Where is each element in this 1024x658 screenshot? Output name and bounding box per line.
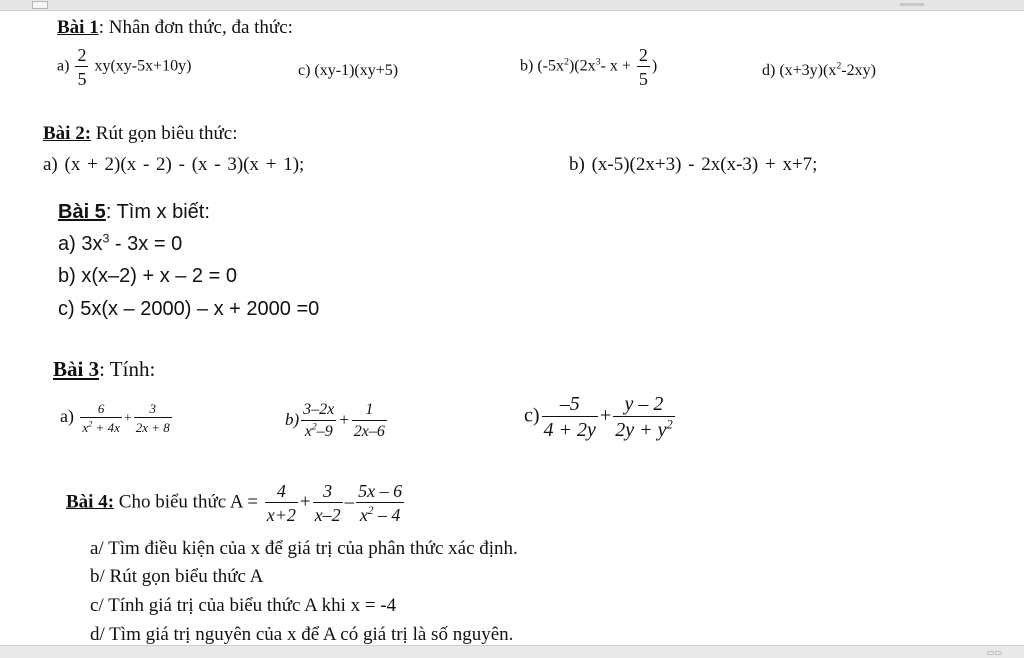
bai1-a-expr: xy(xy-5x+10y)	[94, 57, 192, 75]
bai4-title: Cho biểu thức A =	[114, 491, 259, 513]
fraction: $\frac{3}{2x + 8}$	[135, 401, 170, 435]
bai3-c: c) $\frac{-5}{4 + 2y}$ + $\frac{y - 2}{2y + y^2}$	[524, 393, 673, 441]
bai4-q3: c/ Tính giá trị của biểu thức A khi x = -4	[90, 595, 397, 616]
bai1-d: d) $(x+3y)(x^2-2xy)$	[762, 60, 876, 79]
bai3-b: b) $\frac{3-2x}{x^2-9}$ + $\frac{1}{2x-6}$	[285, 401, 385, 440]
bai2-heading	[43, 123, 237, 145]
bai1-title: : Nhân đơn thức, đa thức:	[98, 17, 293, 38]
bai4-q4: d/ Tìm giá trị nguyên của x để A có giá trị là số nguyên.	[90, 624, 514, 645]
bai3-heading	[53, 358, 155, 380]
bai2-b: b) (x-5)(2x+3) - 2x(x-3) + x+7;	[569, 154, 818, 175]
fraction: $\frac{2}{5}$	[638, 45, 648, 89]
scroll-indicator	[900, 3, 924, 6]
bai3-a: a) $\frac{6}{x^2 + 4x}$ + $\frac{3}{2x + 8}$	[60, 401, 170, 435]
bai1-heading	[57, 17, 293, 39]
bai4-q2: b/ Rút gọn biểu thức A	[90, 566, 264, 587]
bai1-label: Bài 1	[57, 17, 99, 38]
bai4-q1: a/ Tìm điều kiện của x để giá trị của phân thức xác định.	[90, 538, 518, 559]
bai1-a-label: a)	[57, 57, 70, 75]
bai3-title: : Tính:	[99, 357, 156, 381]
bai2-title: Rút gọn biêu thức:	[91, 123, 238, 144]
fraction: $\frac{2}{5}$	[77, 45, 87, 89]
fraction: $\frac{4}{x+2}$	[266, 481, 296, 525]
fraction: $\frac{y - 2}{2y + y^2}$	[615, 393, 673, 441]
fraction: $\frac{1}{2x-6}$	[353, 401, 385, 440]
bai5-b: b) x(x–2) + x – 2 = 0	[58, 265, 237, 287]
fraction: $\frac{3}{x-2}$	[314, 481, 341, 525]
bai5-a: a) $3x^3 - 3x = 0$	[58, 231, 183, 255]
bai2-a: a) (x + 2)(x - 2) - (x - 3)(x + 1);	[43, 154, 305, 175]
bai5-label: Bài 5	[58, 201, 106, 223]
tab-handle[interactable]	[32, 1, 48, 9]
fraction: $\frac{-5}{4 + 2y}$	[543, 393, 596, 441]
bai2-label: Bài 2:	[43, 123, 92, 144]
fraction: $\frac{6}{x^2 + 4x}$	[82, 401, 120, 435]
bai5-title: : Tìm x biết:	[105, 201, 210, 223]
bai3-label: Bài 3	[53, 357, 100, 381]
top-window-bar	[0, 0, 1024, 11]
bottom-status-bar	[0, 645, 1024, 658]
more-icon: ▭▭	[986, 648, 1002, 657]
bai5-heading	[58, 201, 210, 223]
fraction: $\frac{3-2x}{x^2-9}$	[303, 401, 335, 440]
bai1-c: c) (xy-1)(xy+5)	[298, 62, 399, 79]
fraction: $\frac{5x - 6}{x^2 - 4}$	[358, 481, 403, 525]
bai1-a	[57, 46, 191, 88]
bai4-label: Bài 4:	[66, 491, 115, 513]
bai1-b: b) $(-5x^2)(2x^3-$ x + $\frac{2}{5}$ )	[520, 45, 658, 89]
bai4-heading: Bài 4: Cho biểu thức A = $\frac{4}{x+2}$ + $\frac{3}{x-2}$ – $\frac{5x - 6}{x^2 - 4}$	[66, 481, 403, 525]
bai5-c: c) 5x(x – 2000) – x + 2000 =0	[58, 298, 320, 320]
